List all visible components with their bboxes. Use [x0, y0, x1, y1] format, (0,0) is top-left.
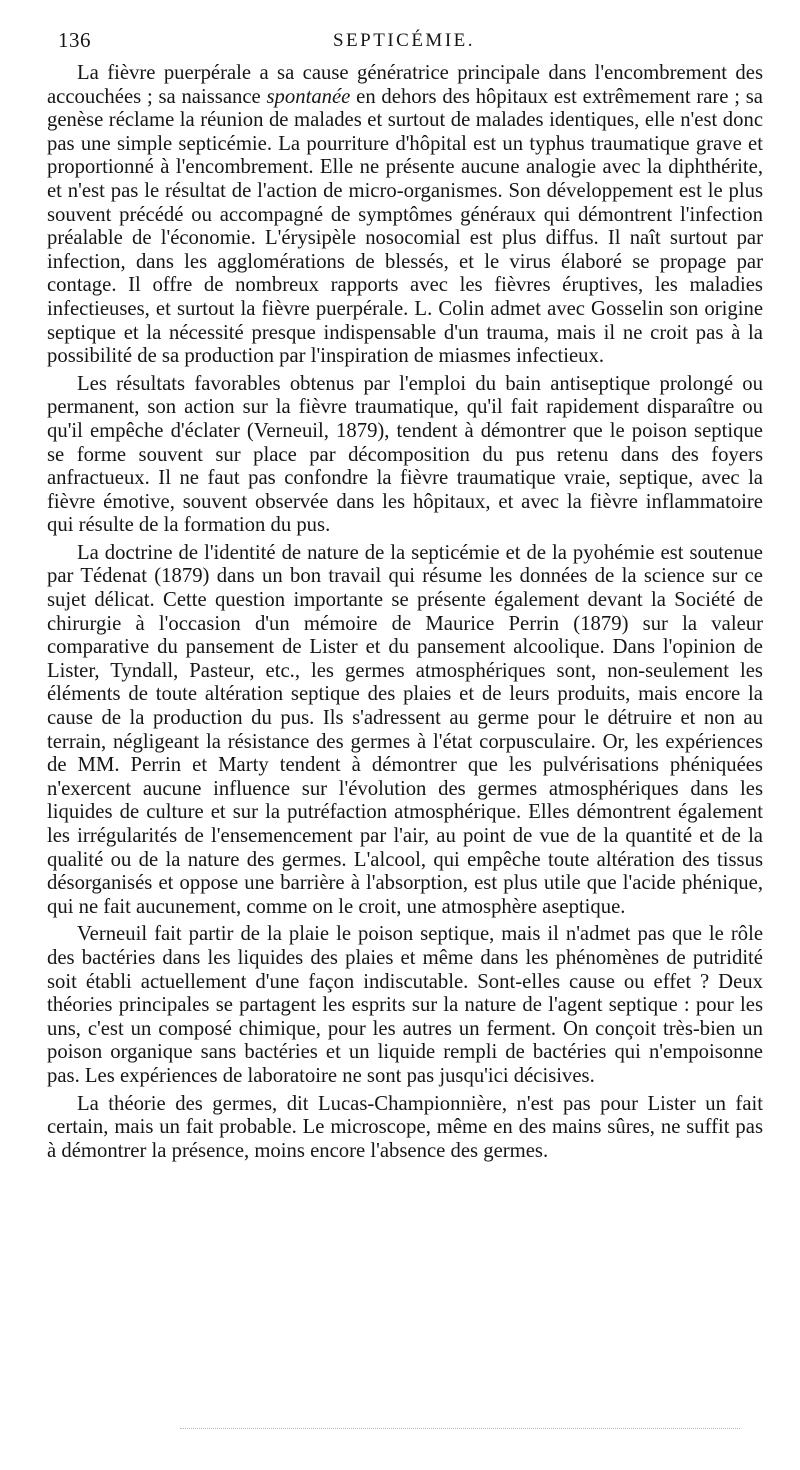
paragraph-text: en dehors des hôpitaux est extrêmement rare ; sa genèse réclame la réunion de malades et surtout de malades identiques, elle n'est donc pas une simple septicémie. La pourriture d'hôpital est un typhus traumatique grave et proportionné à l'encombrement. Elle ne présente aucune analogie avec la diphthérite, et n'est pas le résultat de l'action de micro-organismes. Son développement est le plus souvent précédé ou accompagné de symptômes généraux qui démontrent l'infection préalable de l'économie. L'érysipèle nosocomial est plus diffus. Il naît surtout par infection, dans les agglomérations de blessés, et le virus élaboré se propage par contage. Il offre de nombreux rapports avec les fièvres éruptives, les maladies infectieuses, et surtout la fièvre puerpérale. L. Colin admet avec Gosselin son origine septique et la nécessité presque indispensable d'un trauma, mais il ne croit pas à la possibilité de sa production par l'inspiration de miasmes infectieux. [47, 85, 763, 368]
footer-rule [180, 1428, 740, 1429]
paragraph-text: La doctrine de l'identité de nature de la septicémie et de la pyohémie est soutenue par Tédenat (1879) dans un bon travail qui résume les données de la science sur ce sujet délicat. Cette question importante se présente également devant la Société de chirurgie à l'occasion d'un mémoire de Maurice Perrin (1879) sur la valeur comparative du pansement de Lister et du pansement alcoolique. Dans l'opinion de Lister, Tyndall, Pasteur, etc., les germes atmosphériques sont, non-seulement les éléments de toute altération septique des plaies et de leurs produits, mais encore la cause de la production du pus. Ils s'adressent au germe pour le détruire et non au terrain, négligeant la résistance des germes à l'état corpusculaire. Or, les expériences de MM. Perrin et Marty tendent à démontrer que les pulvérisations phéniquées n'exercent aucune influence sur l'évolution des germes atmosphériques dans les liquides de culture et sur la putréfaction atmosphérique. Elles démontrent également les irrégularités de l'ensemencement par l'air, au point de vue de la quantité et de la qualité ou de la nature des germes. L'alcool, qui empêche toute altération des tissus désorganisés et oppose une barrière à l'absorption, est plus utile que l'acide phénique, qui ne fait aucunement, comme on le croit, une atmosphère aseptique. [47, 541, 763, 918]
body-text [47, 62, 763, 1167]
page-number: 136 [58, 28, 91, 52]
paragraph-germ-theory [47, 1093, 763, 1164]
paragraph-text: Les résultats favorables obtenus par l'emploi du bain antiseptique prolongé ou permanent, son action sur la fièvre traumatique, qu'il fait rapidement disparaître ou qu'il empêche d'éclater (Verneuil, 1879), tendent à démontrer que le poison septique se forme souvent sur place par décomposition du pus retenu dans des foyers anfractueux. Il ne faut pas confondre la fièvre traumatique vraie, septique, avec la fièvre émotive, souvent observée dans les hôpitaux, et avec la fièvre inflammatoire qui résulte de la formation du pus. [47, 372, 763, 537]
running-head: SEPTICÉMIE. [332, 30, 476, 51]
paragraph-antiseptic-bath [47, 373, 763, 538]
paragraph-text: La fièvre puerpérale a sa cause génératrice principale dans l'encombrement des accouchées ; sa naissance [47, 62, 763, 108]
paragraph-verneuil [47, 923, 763, 1088]
paragraph-puerperal-fever [47, 62, 763, 369]
page-header [58, 28, 750, 54]
paragraph-text: La théorie des germes, dit Lucas-Championnière, n'est pas pour Lister un fait certain, mais un fait probable. Le microscope, même en des mains sûres, ne suffit pas à démontrer la présence, moins encore l'absence des germes. [47, 1092, 763, 1162]
paragraph-text: Verneuil fait partir de la plaie le poison septique, mais il n'admet pas que le rôle des bactéries dans les liquides des plaies et même dans les phénomènes de putridité soit établi actuellement d'une façon indiscutable. Sont-elles cause ou effet ? Deux théories principales se partagent les esprits sur la nature de l'agent septique : pour les uns, c'est un composé chimique, pour les autres un ferment. On conçoit très-bien un poison organique sans bactéries et un liquide rempli de bactéries qui n'empoisonne pas. Les expériences de laboratoire ne sont pas jusqu'ici décisives. [47, 923, 763, 1087]
paragraph-identity-doctrine [47, 542, 763, 920]
emphasized-word: spontanée [266, 85, 351, 108]
